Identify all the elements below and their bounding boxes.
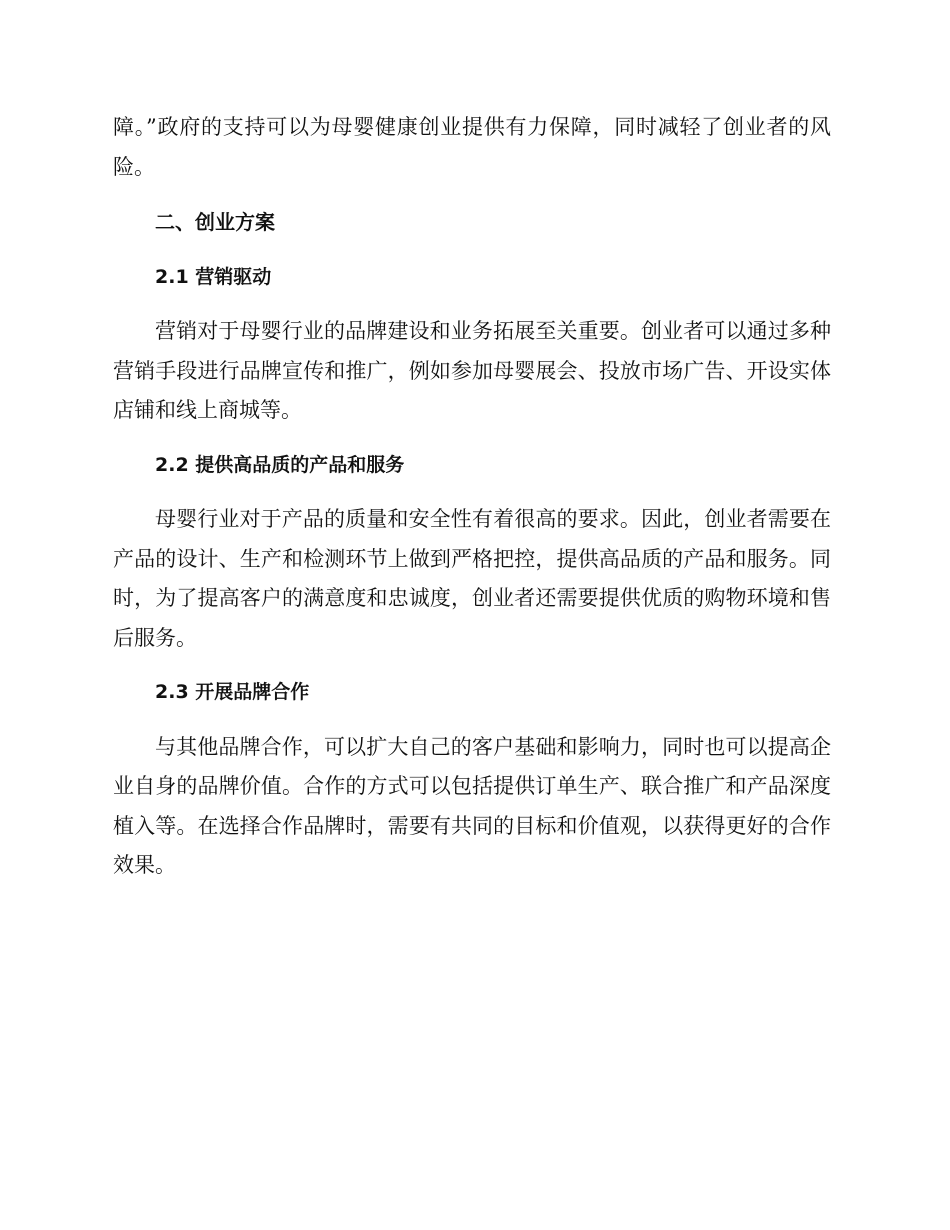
subsection-body-quality: 母婴行业对于产品的质量和安全性有着很高的要求。因此，创业者需要在产品的设计、生产和检测环节上做到严格把控，提供高品质的产品和服务。同时，为了提高客户的满意度和忠诚度，创业者还需要提供优质的购物环境和售后服务。 xyxy=(113,507,831,650)
intro-paragraph: 障。”政府的支持可以为母婴健康创业提供有力保障，同时减轻了创业者的风险。 xyxy=(113,115,831,179)
subsection-heading-partnership: 2.3 开展品牌合作 xyxy=(155,681,310,703)
subsection-body-partnership: 与其他品牌合作，可以扩大自己的客户基础和影响力，同时也可以提高企业自身的品牌价值。合作的方式可以包括提供订单生产、联合推广和产品深度植入等。在选择合作品牌时，需要有共同的目标和价值观，以获得更好的合作效果。 xyxy=(113,734,831,877)
subsection-heading-quality: 2.2 提供高品质的产品和服务 xyxy=(155,453,405,476)
document-body xyxy=(113,108,831,901)
subsection-heading-marketing: 2.1 营销驱动 xyxy=(155,265,272,288)
subsection-body-marketing: 营销对于母婴行业的品牌建设和业务拓展至关重要。创业者可以通过多种营销手段进行品牌宣传和推广，例如参加母婴展会、投放市场广告、开设实体店铺和线上商城等。 xyxy=(113,319,831,422)
section-title: 二、创业方案 xyxy=(155,210,275,234)
